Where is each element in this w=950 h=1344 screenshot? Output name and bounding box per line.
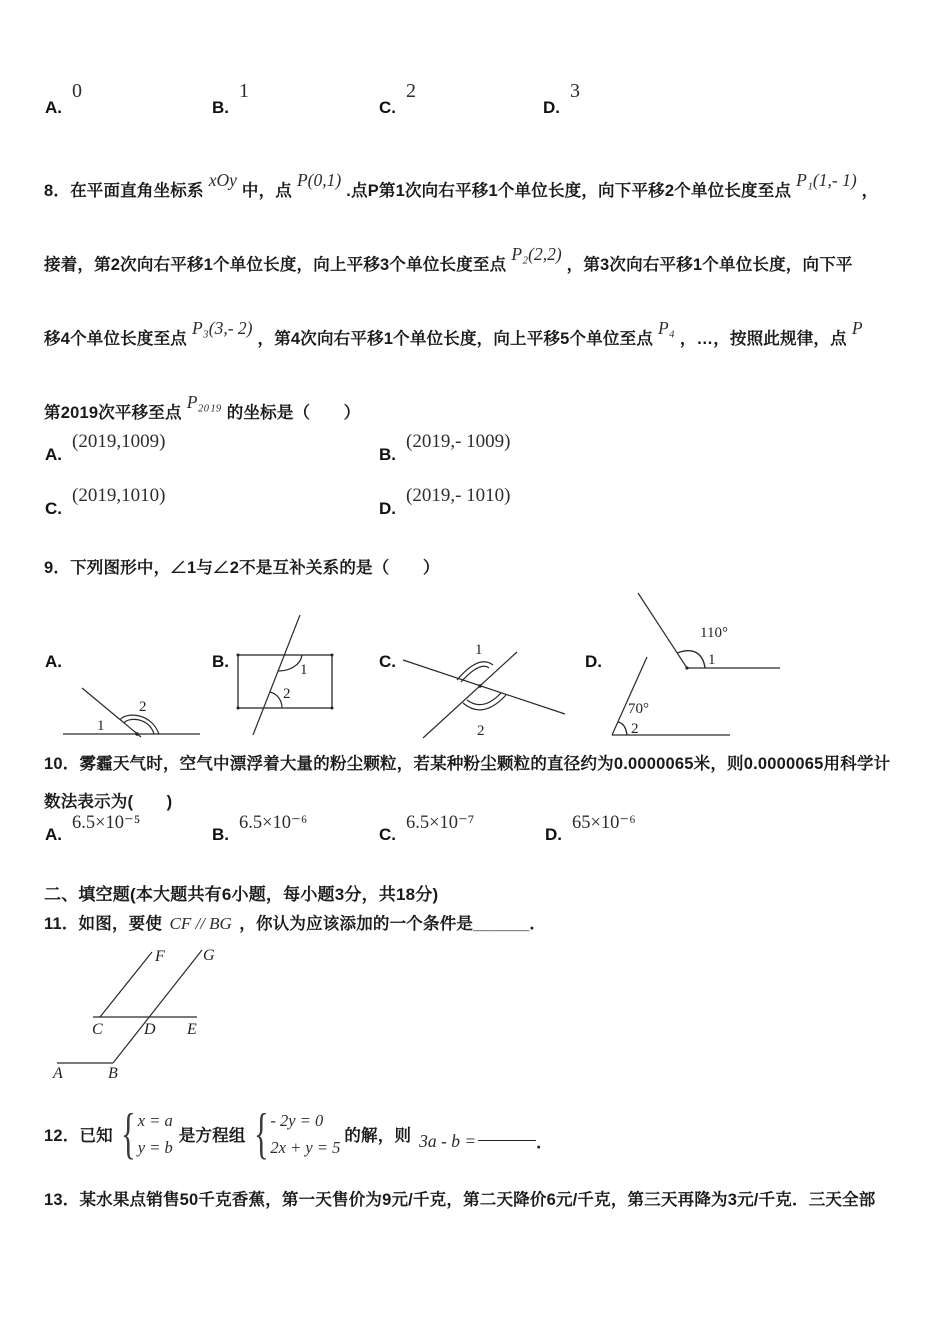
figure-d-two-angles (600, 585, 785, 740)
angle-1-arc-inner (461, 666, 489, 682)
answer-blank (478, 1140, 536, 1141)
angle-110-value: 110° (700, 625, 728, 641)
option-label: A. (45, 445, 62, 464)
figure-d-label: D. (585, 652, 602, 671)
q8-math-p3: P₃(3,- 2) (191, 317, 253, 338)
transversal-line (253, 615, 300, 735)
q8-text: .点P第1次向右平移1个单位长度，向下平移2个单位长度至点 (346, 182, 792, 200)
equation-line-2: 2x + y = 5 (270, 1138, 341, 1157)
section-2-header: 二、填空题(本大题共有6小题，每小题3分，共18分) (44, 885, 439, 904)
q8-option-a (45, 431, 166, 464)
option-value: 6.5×10⁻⁶ (239, 813, 308, 833)
q8-text: ， (861, 182, 879, 200)
option-label: D. (379, 499, 396, 518)
q8-line-1 (44, 152, 936, 226)
option-value: 3 (570, 80, 580, 102)
option-label: B. (212, 825, 229, 844)
q10-option-d (545, 813, 636, 844)
prev-option-a (45, 80, 82, 117)
q8-math-p: P (851, 317, 863, 338)
vertex-dot (478, 684, 481, 687)
ray-bg (113, 950, 202, 1063)
q12-expression: 3a - b = (419, 1130, 477, 1151)
option-label: B. (379, 445, 396, 464)
point-g-label: G (203, 947, 215, 964)
q12-text-mid: 是方程组 (178, 1127, 246, 1145)
solution-line-1: x = a (137, 1111, 173, 1130)
figure-a-supplementary-line (63, 670, 205, 742)
equation-line-1: - 2y = 0 (270, 1111, 324, 1130)
q8-option-c (45, 485, 166, 518)
vertex-dot (685, 666, 688, 669)
q8-line-3 (44, 300, 936, 374)
option-label: A. (45, 97, 62, 117)
angle-70-value: 70° (628, 701, 649, 717)
figure-a-label: A. (45, 652, 62, 671)
angle-2-label: 2 (139, 699, 147, 715)
q8-math-p2019: P₂₀₁₉ (186, 391, 222, 412)
prev-option-c (379, 80, 416, 117)
q12-period: ． (536, 1134, 553, 1152)
corner-dot (331, 654, 334, 657)
q12-text-then: 的解，则 (344, 1127, 412, 1145)
q10-line-1: 10．雾霾天气时，空气中漂浮着大量的粉尘颗粒，若某种粉尘颗粒的直径约为0.0000065米，则0.0000065用科学计 (44, 755, 891, 773)
solution-system (138, 1107, 173, 1161)
q11-text-pre: 11．如图，要使 (44, 915, 163, 933)
q10-option-b (212, 813, 308, 844)
vertex-dot (135, 732, 138, 735)
ray-cf (100, 952, 152, 1017)
angle-2-arc (270, 692, 282, 708)
q11-text (44, 910, 546, 934)
solution-line-2: y = b (137, 1138, 173, 1157)
option-value: 0 (72, 80, 82, 102)
q8-text: 第2019次平移至点 (44, 404, 182, 422)
q8-math-xoy: xOy (208, 169, 237, 190)
q8-text: ，…，按照此规律，点 (679, 330, 847, 348)
q8-math-p01: P(0,1) (296, 169, 342, 190)
angle-1-arc-outer (457, 662, 493, 680)
option-label: D. (545, 825, 562, 844)
q8-math-p1: P₁(1,- 1) (796, 169, 857, 190)
line-2 (423, 652, 517, 738)
corner-dot (331, 707, 334, 710)
option-label: C. (379, 97, 396, 117)
option-label: B. (212, 97, 229, 117)
q8-line-2 (44, 226, 936, 300)
q11-math-parallel: CF // BG (169, 914, 232, 933)
prev-option-d (543, 80, 580, 117)
q8-text: ，第4次向右平移1个单位长度，向上平移5个单位至点 (257, 330, 654, 348)
q10-option-c (379, 813, 475, 844)
figure-c-label: C. (379, 652, 396, 671)
option-label: C. (379, 825, 396, 844)
figure-b-label: B. (212, 652, 229, 671)
q8-math-p2: P₂(2,2) (511, 243, 562, 264)
point-e-label: E (187, 1021, 197, 1038)
q12-text-num: 12．已知 (44, 1127, 113, 1145)
q10-option-a (45, 813, 141, 844)
angle-2-label: 2 (477, 723, 485, 739)
option-value: 65×10⁻⁶ (572, 813, 636, 833)
point-c-label: C (92, 1021, 103, 1038)
option-value: 6.5×10⁻⁵ (72, 813, 141, 833)
q8-text: 8．在平面直角坐标系 (44, 182, 204, 200)
q8-text: 中，点 (241, 182, 292, 200)
q8-text: 的坐标是（ ） (226, 404, 361, 422)
q12-row (44, 1096, 553, 1172)
left-brace: { (253, 1102, 269, 1165)
angle-2-arc-outer (463, 695, 506, 710)
q9-title: 9．下列图形中，∠1与∠2不是互补关系的是（ ） (44, 559, 440, 577)
line-1 (403, 660, 565, 714)
corner-dot (237, 654, 240, 657)
point-b-label: B (108, 1065, 118, 1082)
angle-2-arc-inner (467, 693, 501, 705)
point-d-label: D (144, 1021, 156, 1038)
q11-figure-parallel-lines (42, 945, 242, 1085)
angle-1-label: 1 (475, 642, 483, 658)
option-value: (2019,1009) (72, 431, 166, 452)
lower-ray (612, 657, 647, 735)
prev-option-b (212, 80, 249, 117)
angle-1-label: 1 (300, 662, 308, 678)
upper-ray (638, 593, 687, 668)
q8-text: 接着，第2次向右平移1个单位长度，向上平移3个单位长度至点 (44, 256, 507, 274)
angle-2-label: 2 (283, 686, 291, 702)
q11-text-post: ，你认为应该添加的一个条件是______． (239, 915, 547, 933)
q10-line-2: 数法表示为( ) (44, 793, 173, 811)
q8-option-b (379, 431, 511, 464)
option-value: (2019,- 1010) (406, 485, 511, 506)
figure-c-crossing-lines (395, 640, 585, 742)
q13-text: 13．某水果点销售50千克香蕉，第一天售价为9元/千克，第二天降价6元/千克，第三天再降为3元/千克．三天全部 (44, 1191, 876, 1209)
oblique-ray (82, 688, 141, 737)
left-brace: { (120, 1102, 136, 1165)
q8-option-d (379, 485, 511, 518)
option-label: A. (45, 825, 62, 844)
figure-b-rectangle-transversal (237, 610, 337, 740)
option-label: C. (45, 499, 62, 518)
option-value: (2019,- 1009) (406, 431, 511, 452)
point-f-label: F (155, 948, 165, 965)
equation-system (270, 1107, 340, 1161)
angle-2-label: 2 (631, 721, 639, 737)
point-a-label: A (53, 1065, 63, 1082)
option-label: D. (543, 97, 560, 117)
option-value: 2 (406, 80, 416, 102)
angle-70-arc (618, 722, 627, 735)
corner-dot (237, 707, 240, 710)
angle-1-label: 1 (97, 718, 105, 734)
q8-text: 移4个单位长度至点 (44, 330, 187, 348)
option-value: (2019,1010) (72, 485, 166, 506)
q8-math-p4: P₄ (658, 317, 675, 338)
option-value: 6.5×10⁻⁷ (406, 813, 475, 833)
angle-1-label: 1 (708, 652, 716, 668)
q8-text: ，第3次向右平移1个单位长度，向下平 (566, 256, 853, 274)
option-value: 1 (239, 80, 249, 102)
